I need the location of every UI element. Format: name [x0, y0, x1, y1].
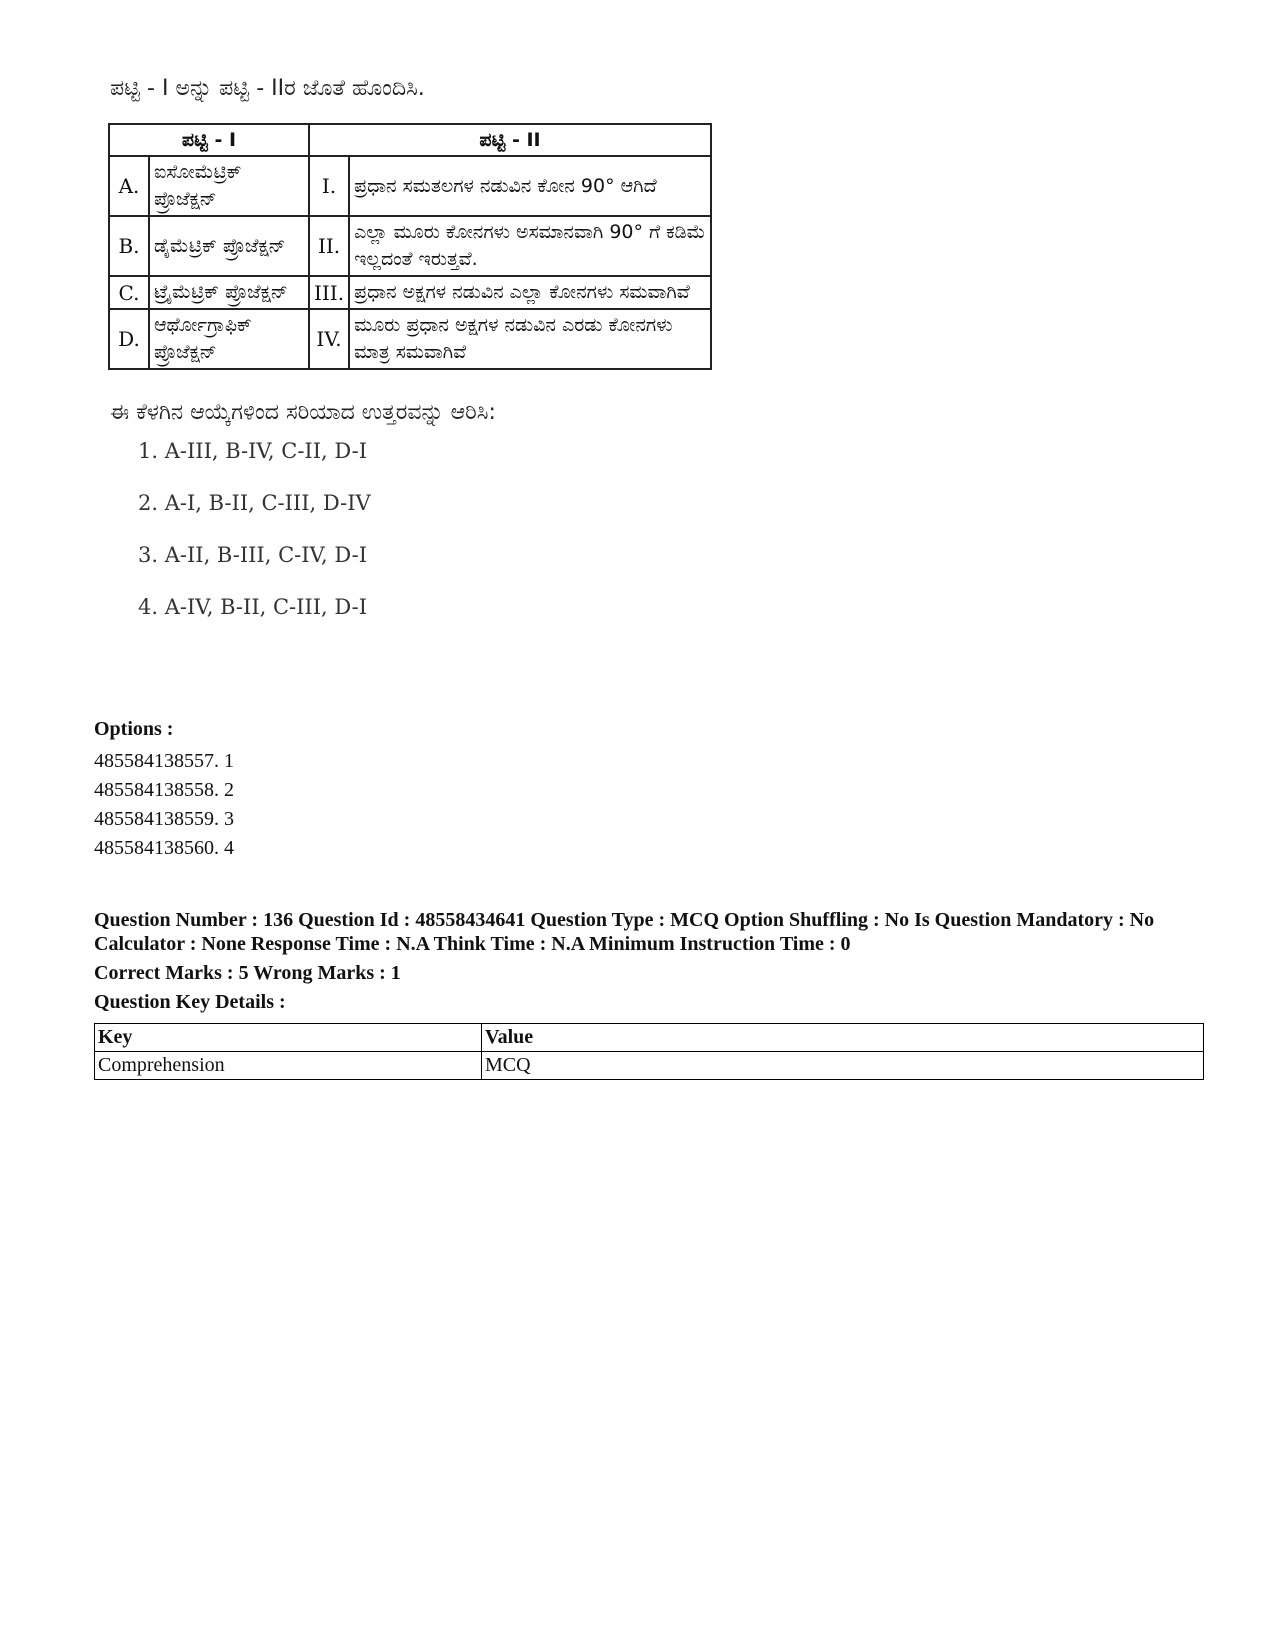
key-table-header — [95, 1024, 1204, 1052]
row-text: ಡೈಮೆಟ್ರಿಕ್ ಪ್ರೊಜೆಕ್ಷನ್ — [149, 216, 309, 276]
list-2-header: ಪಟ್ಟಿ - II — [309, 124, 711, 156]
table-row — [95, 1052, 1204, 1080]
key-cell: Comprehension — [95, 1052, 482, 1080]
value-header: Value — [482, 1024, 1204, 1052]
match-row — [109, 276, 711, 309]
key-table — [94, 1023, 1204, 1080]
row-label: II. — [309, 216, 349, 276]
option-item: 485584138558. 2 — [94, 779, 234, 801]
value-cell: MCQ — [482, 1052, 1204, 1080]
row-label: A. — [109, 156, 149, 216]
key-header: Key — [95, 1024, 482, 1052]
match-row — [109, 216, 711, 276]
row-label: C. — [109, 276, 149, 309]
match-row — [109, 156, 711, 216]
row-text: ಪ್ರಧಾನ ಅಕ್ಷಗಳ ನಡುವಿನ ಎಲ್ಲಾ ಕೋನಗಳು ಸಮವಾಗಿವೆ — [349, 276, 711, 309]
row-label: III. — [309, 276, 349, 309]
option-item: 485584138557. 1 — [94, 750, 234, 772]
list-1-header: ಪಟ್ಟಿ - I — [109, 124, 309, 156]
row-label: IV. — [309, 309, 349, 369]
match-table — [108, 123, 712, 370]
answer-choice: 3. A-II, B-III, C-IV, D-I — [138, 543, 367, 567]
question-image — [108, 70, 708, 647]
row-text: ಎಲ್ಲಾ ಮೂರು ಕೋನಗಳು ಅಸಮಾನವಾಗಿ 90° ಗೆ ಕಡಿಮೆ ಇಲ್ಲದಂತೆ ಇರುತ್ತವೆ. — [349, 216, 711, 276]
row-label: D. — [109, 309, 149, 369]
row-text: ಪ್ರಧಾನ ಸಮತಲಗಳ ನಡುವಿನ ಕೋನ 90° ಆಗಿದೆ — [349, 156, 711, 216]
answer-choice: 4. A-IV, B-II, C-III, D-I — [138, 595, 367, 619]
options-block — [94, 718, 234, 863]
choose-prompt: ಈ ಕೆಳಗಿನ ಆಯ್ಕೆಗಳಿಂದ ಸರಿಯಾದ ಉತ್ತರವನ್ನು ಆರಿಸಿ: — [110, 400, 496, 425]
question-instruction: ಪಟ್ಟಿ - I ಅನ್ನು ಪಟ್ಟಿ - IIರ ಜೊತೆ ಹೊಂದಿಸಿ. — [110, 76, 425, 101]
row-label: B. — [109, 216, 149, 276]
question-meta — [94, 908, 1204, 1019]
option-item: 485584138559. 3 — [94, 808, 234, 830]
row-text: ಐಸೋಮೆಟ್ರಿಕ್ ಪ್ರೊಜೆಕ್ಷನ್ — [149, 156, 309, 216]
row-text: ಟ್ರೈಮೆಟ್ರಿಕ್ ಪ್ರೊಜೆಕ್ಷನ್ — [149, 276, 309, 309]
row-label: I. — [309, 156, 349, 216]
marks-info: Correct Marks : 5 Wrong Marks : 1 — [94, 962, 401, 984]
match-row — [109, 309, 711, 369]
match-table-header — [109, 124, 711, 156]
answer-choice: 1. A-III, B-IV, C-II, D-I — [138, 439, 367, 463]
row-text: ಮೂರು ಪ್ರಧಾನ ಅಕ್ಷಗಳ ನಡುವಿನ ಎರಡು ಕೋನಗಳು ಮಾತ್ರ ಸಮವಾಗಿವೆ — [349, 309, 711, 369]
row-text: ಆರ್ಥೋಗ್ರಾಫಿಕ್ ಪ್ರೊಜೆಕ್ಷನ್ — [149, 309, 309, 369]
options-heading: Options : — [94, 718, 174, 740]
answer-choice: 2. A-I, B-II, C-III, D-IV — [138, 491, 371, 515]
option-item: 485584138560. 4 — [94, 837, 234, 859]
question-info: Question Number : 136 Question Id : 48558434641 Question Type : MCQ Option Shuffling : No Is Question Mandatory : No Calculator : None Response Time : N.A Think Time : N.A Minimum Instruction Time : 0 — [94, 909, 1155, 955]
key-details-heading: Question Key Details : — [94, 991, 286, 1013]
